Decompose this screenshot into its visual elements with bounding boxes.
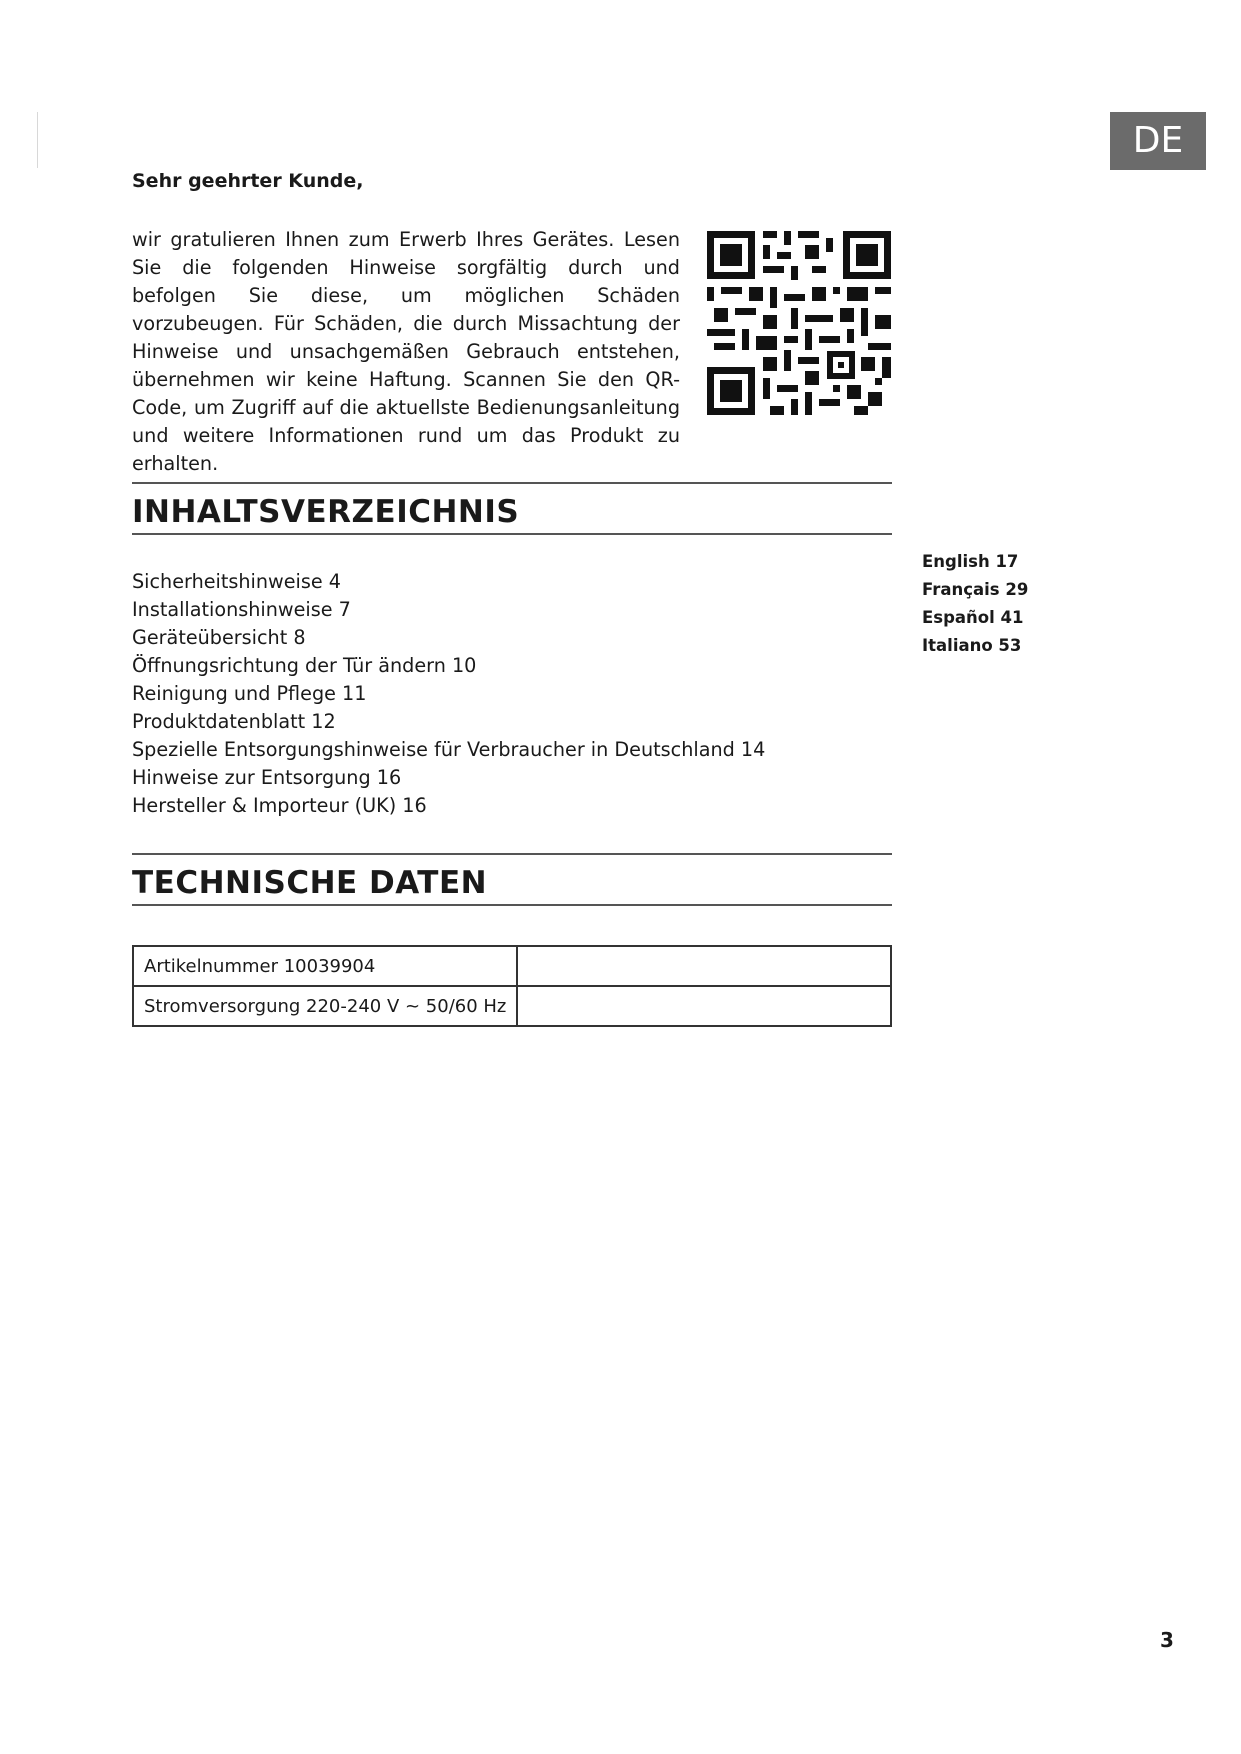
spec-label: Artikelnummer 10039904 xyxy=(133,946,517,986)
toc-item[interactable]: Hersteller & Importeur (UK) 16 xyxy=(132,794,427,817)
spec-value xyxy=(517,986,891,1026)
toc-item[interactable]: Spezielle Entsorgungshinweise für Verbraucher in Deutschland 14 xyxy=(132,738,766,761)
toc-item[interactable]: Hinweise zur Entsorgung 16 xyxy=(132,766,402,789)
salutation: Sehr geehrter Kunde, xyxy=(132,170,364,192)
specs-rule-bottom xyxy=(132,904,892,906)
toc-item[interactable]: Öffnungsrichtung der Tür ändern 10 xyxy=(132,654,477,677)
language-link-italian[interactable]: Italiano 53 xyxy=(922,636,1022,655)
toc-item[interactable]: Geräteübersicht 8 xyxy=(132,626,306,649)
specs-rule-top xyxy=(132,853,892,855)
toc-rule-bottom xyxy=(132,533,892,535)
margin-line xyxy=(37,112,38,168)
toc-item[interactable]: Installationshinweise 7 xyxy=(132,598,351,621)
table-row xyxy=(133,986,891,1026)
specs-heading: TECHNISCHE DATEN xyxy=(132,865,488,901)
spec-label: Stromversorgung 220-240 V ~ 50/60 Hz xyxy=(133,986,517,1026)
table-of-contents xyxy=(132,568,765,820)
language-tab: DE xyxy=(1110,112,1206,170)
language-link-french[interactable]: Français 29 xyxy=(922,580,1029,599)
toc-item[interactable]: Produktdatenblatt 12 xyxy=(132,710,336,733)
language-link-english[interactable]: English 17 xyxy=(922,552,1019,571)
language-index xyxy=(922,548,1028,660)
toc-heading: INHALTSVERZEICHNIS xyxy=(132,494,520,530)
language-link-spanish[interactable]: Español 41 xyxy=(922,608,1024,627)
qr-code-icon[interactable] xyxy=(707,231,891,415)
specs-table xyxy=(132,945,892,1027)
spec-value xyxy=(517,946,891,986)
toc-item[interactable]: Reinigung und Pflege 11 xyxy=(132,682,367,705)
toc-item[interactable]: Sicherheitshinweise 4 xyxy=(132,570,341,593)
table-row xyxy=(133,946,891,986)
intro-paragraph: wir gratulieren Ihnen zum Erwerb Ihres Gerätes. Lesen Sie die folgenden Hinweise sorgfältig durch und befolgen Sie diese, um möglichen Schäden vorzubeugen. Für Schäden, die durch Missachtung der Hinweise und unsachgemäßen Gebrauch entstehen, übernehmen wir keine Haftung. Scannen Sie den QR-Code, um Zugriff auf die aktuellste Bedienungsanleitung und weitere Informationen rund um das Produkt zu erhalten. xyxy=(132,228,680,475)
toc-rule-top xyxy=(132,482,892,484)
page-number: 3 xyxy=(1160,1628,1174,1652)
